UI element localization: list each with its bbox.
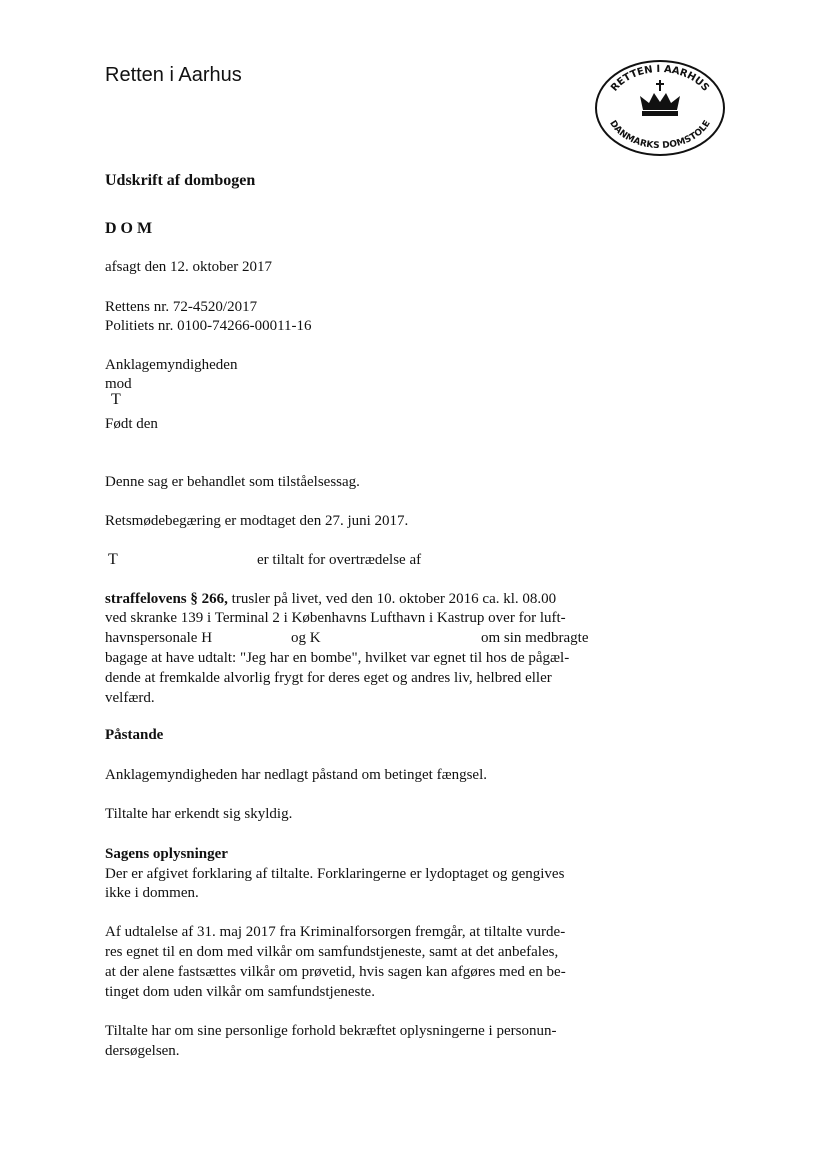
- fodt-label: Født den: [105, 416, 158, 432]
- pastande-text: Anklagemyndigheden har nedlagt påstand om betinget fængsel.: [105, 767, 487, 783]
- tiltalt-text: er tiltalt for overtrædelse af: [257, 552, 422, 568]
- charge-paragraph: straffelovens § 266,: [105, 591, 228, 607]
- charge-line-3c: om sin medbragte: [481, 630, 589, 646]
- crown-icon: [640, 80, 680, 116]
- udtalelse-line: res egnet til en dom med vilkår om samfundstjeneste, samt at det anbefales,: [105, 944, 559, 960]
- party-prosecution: Anklagemyndigheden: [105, 357, 238, 373]
- tiltalt-initial: T: [108, 551, 118, 568]
- charge-line-4: bagage at have udtalt: "Jeg har en bombe", hvilket var egnet til hos de pågæl-: [105, 650, 570, 666]
- skyldig-text: Tiltalte har erkendt sig skyldig.: [105, 806, 293, 822]
- pastande-heading: Påstande: [105, 727, 164, 743]
- afsagt-date: afsagt den 12. oktober 2017: [105, 259, 273, 275]
- udskrift-heading: Udskrift af dombogen: [105, 172, 256, 189]
- seal-bottom-text: DANMARKS DOMSTOLE: [607, 118, 713, 152]
- rettens-nr: Rettens nr. 72-4520/2017: [105, 299, 258, 315]
- retsmode-text: Retsmødebegæring er modtaget den 27. juni 2017.: [105, 513, 409, 529]
- oplysninger-heading: Sagens oplysninger: [105, 846, 228, 862]
- charge-line-1: [105, 591, 556, 608]
- oplysninger-line: ikke i dommen.: [105, 885, 199, 901]
- udtalelse-line: tinget dom uden vilkår om samfundstjeneste.: [105, 984, 375, 1000]
- personlige-line: Tiltalte har om sine personlige forhold bekræftet oplysningerne i personun-: [105, 1023, 557, 1039]
- charge-line-5: dende at fremkalde alvorlig frygt for deres eget og andres liv, helbred eller: [105, 670, 552, 686]
- defendant-initial: T: [111, 391, 121, 408]
- charge-line-6: velfærd.: [105, 690, 155, 706]
- charge-line-3a: havnspersonale H: [105, 630, 213, 646]
- personlige-line: dersøgelsen.: [105, 1043, 180, 1059]
- oplysninger-line: Der er afgivet forklaring af tiltalte. Forklaringerne er lydoptaget og gengives: [105, 866, 565, 882]
- politiets-nr: Politiets nr. 0100-74266-00011-16: [105, 318, 312, 334]
- udtalelse-line: at der alene fastsættes vilkår om prøvetid, hvis sagen kan afgøres med en be-: [105, 964, 566, 980]
- mod-label: mod: [105, 376, 132, 392]
- tilstaaelse-text: Denne sag er behandlet som tilståelsessag.: [105, 474, 360, 490]
- doc-title: DOM: [105, 220, 157, 237]
- charge-line-3b: og K: [291, 630, 321, 646]
- charge-line-1-text: trusler på livet, ved den 10. oktober 2016 ca. kl. 08.00: [231, 591, 557, 607]
- court-seal: [593, 58, 727, 158]
- seal-top-text: RETTEN I AARHUS: [609, 63, 711, 94]
- udtalelse-line: Af udtalelse af 31. maj 2017 fra Kriminalforsorgen fremgår, at tiltalte vurde-: [105, 924, 566, 940]
- court-name: Retten i Aarhus: [105, 64, 242, 86]
- charge-line-2: ved skranke 139 i Terminal 2 i Københavns Lufthavn i Kastrup over for luft-: [105, 610, 566, 626]
